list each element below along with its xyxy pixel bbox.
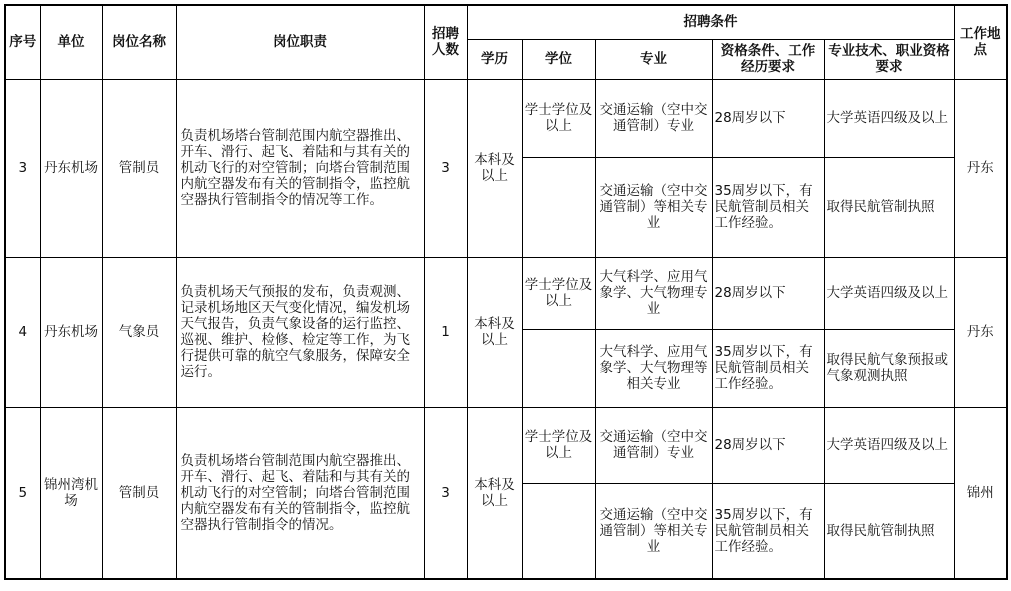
cell-unit: 丹东机场: [40, 257, 102, 407]
cell-degree: [522, 157, 595, 257]
cell-skill: 取得民航管制执照: [824, 157, 954, 257]
cell-seq: 3: [5, 79, 40, 257]
header-skill: 专业技术、职业资格要求: [824, 39, 954, 79]
cell-count: 3: [424, 79, 467, 257]
recruitment-table-container: [4, 4, 1008, 580]
cell-position: 管制员: [102, 79, 176, 257]
header-duty: 岗位职责: [176, 5, 424, 79]
header-major: 专业: [595, 39, 712, 79]
cell-position: 管制员: [102, 407, 176, 579]
cell-location: 锦州: [954, 407, 1007, 579]
cell-seq: 4: [5, 257, 40, 407]
cell-duty: 负责机场塔台管制范围内航空器推出、开车、滑行、起飞、着陆和与其有关的机动飞行的对空管制；向塔台管制范围内航空器发布有关的管制指令，监控航空器执行管制指令的情况等工作。: [176, 79, 424, 257]
cell-duty: 负责机场塔台管制范围内航空器推出、开车、滑行、起飞、着陆和与其有关的机动飞行的对空管制；向塔台管制范围内航空器发布有关的管制指令，监控航空器执行管制指令的情况。: [176, 407, 424, 579]
cell-qualification: 35周岁以下，有民航管制员相关工作经验。: [712, 483, 824, 579]
recruitment-table: [4, 4, 1008, 580]
table-row: [5, 79, 1007, 157]
cell-qualification: 28周岁以下: [712, 79, 824, 157]
header-education: 学历: [467, 39, 522, 79]
cell-major: 交通运输（空中交通管制）等相关专业: [595, 483, 712, 579]
cell-degree: [522, 483, 595, 579]
cell-count: 1: [424, 257, 467, 407]
header-location: 工作地点: [954, 5, 1007, 79]
cell-major: 大气科学、应用气象学、大气物理专业: [595, 257, 712, 329]
cell-skill: 大学英语四级及以上: [824, 257, 954, 329]
table-row: [5, 257, 1007, 329]
cell-location: 丹东: [954, 257, 1007, 407]
cell-degree: [522, 329, 595, 407]
cell-qualification: 35周岁以下，有民航管制员相关工作经验。: [712, 157, 824, 257]
cell-major: 交通运输（空中交通管制）专业: [595, 79, 712, 157]
cell-major: 大气科学、应用气象学、大气物理等相关专业: [595, 329, 712, 407]
cell-unit: 丹东机场: [40, 79, 102, 257]
cell-degree: 学士学位及以上: [522, 79, 595, 157]
cell-skill: 大学英语四级及以上: [824, 79, 954, 157]
header-conditions: 招聘条件: [467, 5, 954, 39]
cell-degree: 学士学位及以上: [522, 257, 595, 329]
cell-skill: 取得民航气象预报或气象观测执照: [824, 329, 954, 407]
header-count: 招聘人数: [424, 5, 467, 79]
cell-education: 本科及以上: [467, 407, 522, 579]
cell-unit: 锦州湾机场: [40, 407, 102, 579]
header-qualification: 资格条件、工作经历要求: [712, 39, 824, 79]
cell-major: 交通运输（空中交通管制）专业: [595, 407, 712, 483]
cell-degree: 学士学位及以上: [522, 407, 595, 483]
cell-education: 本科及以上: [467, 79, 522, 257]
cell-skill: 取得民航管制执照: [824, 483, 954, 579]
cell-count: 3: [424, 407, 467, 579]
cell-skill: 大学英语四级及以上: [824, 407, 954, 483]
cell-seq: 5: [5, 407, 40, 579]
table-row: [5, 407, 1007, 483]
cell-major: 交通运输（空中交通管制）等相关专业: [595, 157, 712, 257]
header-seq: 序号: [5, 5, 40, 79]
cell-qualification: 35周岁以下，有民航管制员相关工作经验。: [712, 329, 824, 407]
cell-qualification: 28周岁以下: [712, 407, 824, 483]
header-unit: 单位: [40, 5, 102, 79]
header-position: 岗位名称: [102, 5, 176, 79]
cell-position: 气象员: [102, 257, 176, 407]
cell-qualification: 28周岁以下: [712, 257, 824, 329]
cell-education: 本科及以上: [467, 257, 522, 407]
cell-duty: 负责机场天气预报的发布，负责观测、记录机场地区天气变化情况，编发机场天气报告，负责气象设备的运行监控、巡视、维护、检修、检定等工作，为飞行提供可靠的航空气象服务，保障安全运行。: [176, 257, 424, 407]
cell-location: 丹东: [954, 79, 1007, 257]
header-degree: 学位: [522, 39, 595, 79]
